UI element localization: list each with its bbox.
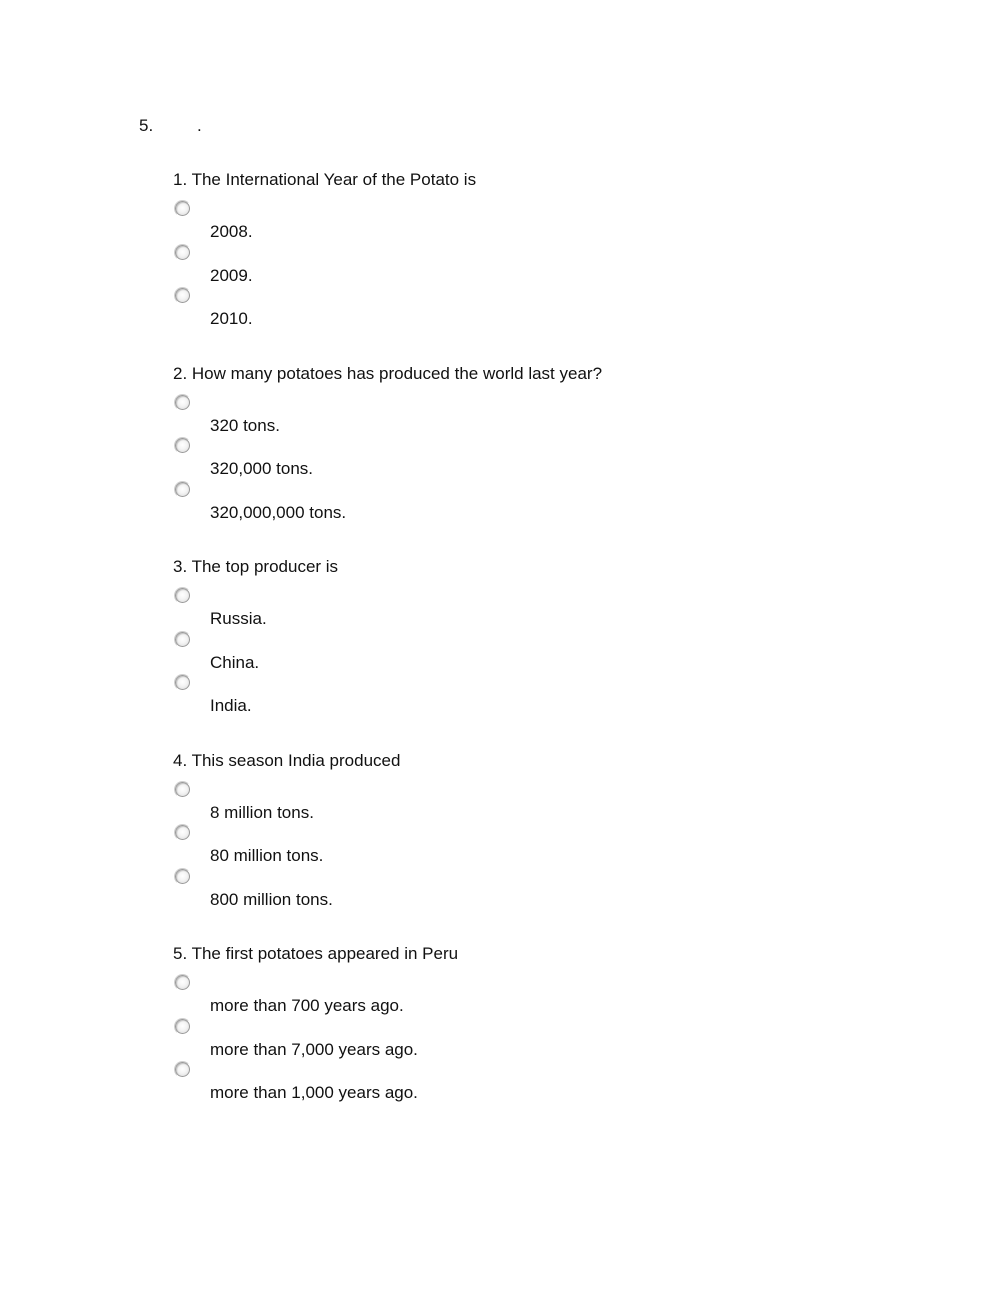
question-5 bbox=[173, 944, 873, 1104]
radio-button[interactable] bbox=[175, 438, 190, 453]
answer-option[interactable] bbox=[173, 823, 873, 867]
answer-option[interactable] bbox=[173, 630, 873, 674]
option-label: 320,000,000 tons. bbox=[210, 502, 347, 522]
radio-button[interactable] bbox=[175, 1019, 190, 1034]
answer-option[interactable] bbox=[173, 199, 873, 243]
answer-option[interactable] bbox=[173, 973, 873, 1017]
quiz bbox=[173, 170, 873, 1138]
question-text: 2. How many potatoes has produced the world last year? bbox=[173, 363, 603, 383]
section-header bbox=[139, 116, 202, 136]
question-text: 1. The International Year of the Potato is bbox=[173, 170, 477, 189]
answer-option[interactable] bbox=[173, 1060, 873, 1104]
answer-option[interactable] bbox=[173, 867, 873, 911]
question-text: 4. This season India produced bbox=[173, 750, 401, 770]
question-1 bbox=[173, 170, 873, 330]
radio-button[interactable] bbox=[175, 1062, 190, 1077]
option-label: 2010. bbox=[210, 309, 253, 328]
radio-button[interactable] bbox=[175, 975, 190, 990]
option-label: 2008. bbox=[210, 222, 253, 241]
answer-option[interactable] bbox=[173, 393, 873, 437]
option-label: 8 million tons. bbox=[210, 802, 314, 822]
option-label: more than 7,000 years ago. bbox=[210, 1039, 418, 1059]
option-label: 320 tons. bbox=[210, 415, 280, 435]
answer-option[interactable] bbox=[173, 480, 873, 524]
answer-option[interactable] bbox=[173, 780, 873, 824]
radio-button[interactable] bbox=[175, 588, 190, 603]
option-label: Russia. bbox=[210, 609, 267, 628]
option-label: 320,000 tons. bbox=[210, 459, 314, 478]
radio-button[interactable] bbox=[175, 782, 190, 797]
question-3 bbox=[173, 557, 873, 717]
option-label: more than 1,000 years ago. bbox=[210, 1083, 418, 1102]
radio-button[interactable] bbox=[175, 869, 190, 884]
radio-button[interactable] bbox=[175, 632, 190, 647]
option-label: 2009. bbox=[210, 265, 253, 285]
option-label: India. bbox=[210, 696, 252, 715]
option-label: 80 million tons. bbox=[210, 846, 324, 865]
radio-button[interactable] bbox=[175, 245, 190, 260]
section-title: . bbox=[197, 116, 202, 135]
radio-button[interactable] bbox=[175, 201, 190, 216]
option-label: China. bbox=[210, 652, 260, 672]
answer-option[interactable] bbox=[173, 243, 873, 287]
question-text: 5. The first potatoes appeared in Peru bbox=[173, 944, 459, 963]
radio-button[interactable] bbox=[175, 825, 190, 840]
answer-option[interactable] bbox=[173, 586, 873, 630]
answer-option[interactable] bbox=[173, 286, 873, 330]
answer-option[interactable] bbox=[173, 673, 873, 717]
answer-option[interactable] bbox=[173, 436, 873, 480]
radio-button[interactable] bbox=[175, 288, 190, 303]
radio-button[interactable] bbox=[175, 395, 190, 410]
option-label: more than 700 years ago. bbox=[210, 996, 404, 1015]
radio-button[interactable] bbox=[175, 482, 190, 497]
answer-option[interactable] bbox=[173, 1017, 873, 1061]
question-text: 3. The top producer is bbox=[173, 557, 339, 576]
question-2 bbox=[173, 364, 873, 524]
section-number: 5. bbox=[139, 116, 154, 135]
question-4 bbox=[173, 751, 873, 911]
option-label: 800 million tons. bbox=[210, 889, 333, 909]
radio-button[interactable] bbox=[175, 675, 190, 690]
